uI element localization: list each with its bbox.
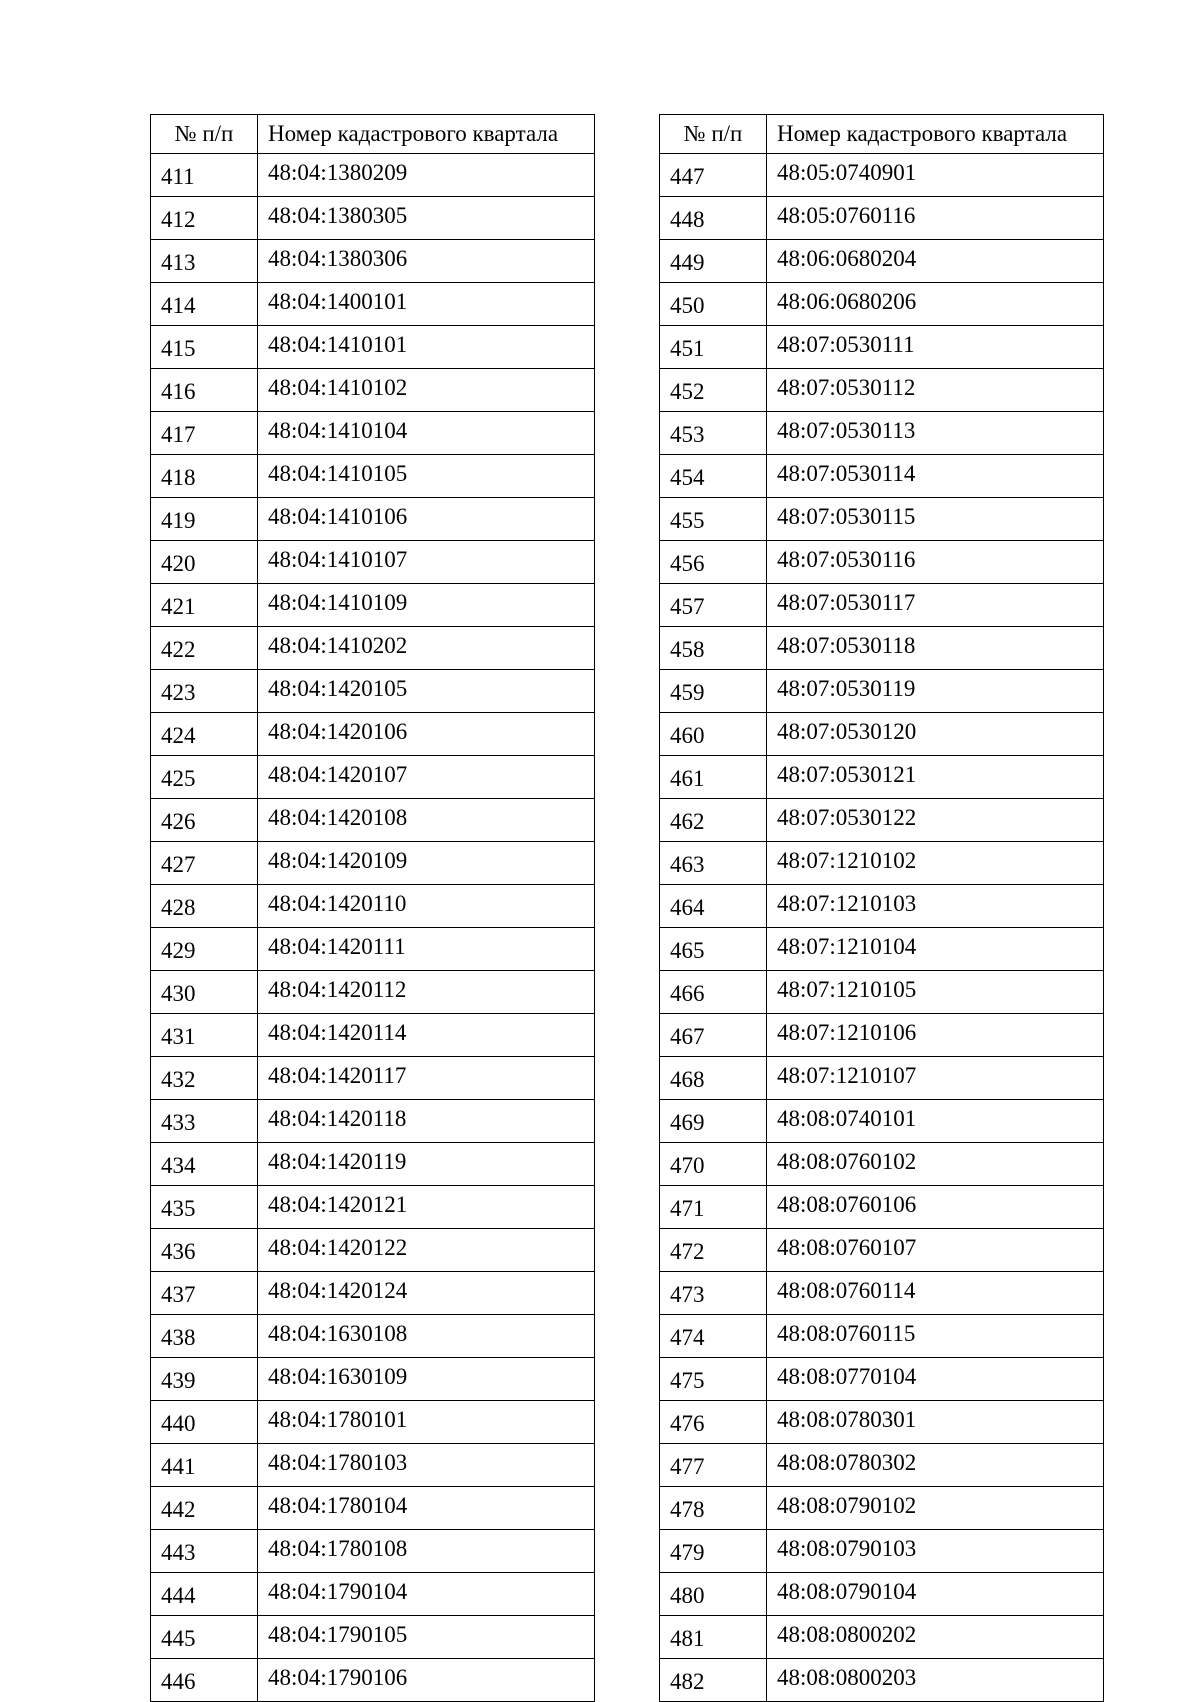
row-number: 469 xyxy=(660,1100,767,1143)
cadastral-quarter-number: 48:04:1780103 xyxy=(258,1444,595,1487)
cadastral-quarter-number: 48:04:1420112 xyxy=(258,971,595,1014)
table-row xyxy=(151,1143,595,1186)
cadastral-quarter-number: 48:04:1630109 xyxy=(258,1358,595,1401)
table-row xyxy=(660,1186,1104,1229)
cadastral-quarter-number: 48:04:1790105 xyxy=(258,1616,595,1659)
row-number: 439 xyxy=(151,1358,258,1401)
header-cadastral-quarter: Номер кадастрового квартала xyxy=(258,115,595,154)
table-row xyxy=(151,412,595,455)
cadastral-quarter-number: 48:04:1780101 xyxy=(258,1401,595,1444)
row-number: 464 xyxy=(660,885,767,928)
row-number: 473 xyxy=(660,1272,767,1315)
cadastral-quarter-number: 48:04:1400101 xyxy=(258,283,595,326)
table-row xyxy=(660,455,1104,498)
table-row xyxy=(151,1358,595,1401)
row-number: 460 xyxy=(660,713,767,756)
cadastral-quarter-number: 48:04:1420117 xyxy=(258,1057,595,1100)
cadastral-quarter-number: 48:08:0740101 xyxy=(767,1100,1104,1143)
row-number: 461 xyxy=(660,756,767,799)
table-row xyxy=(151,283,595,326)
table-row xyxy=(660,1487,1104,1530)
row-number: 475 xyxy=(660,1358,767,1401)
cadastral-quarter-number: 48:04:1380306 xyxy=(258,240,595,283)
row-number: 442 xyxy=(151,1487,258,1530)
header-number: № п/п xyxy=(660,115,767,154)
row-number: 412 xyxy=(151,197,258,240)
row-number: 414 xyxy=(151,283,258,326)
cadastral-quarter-number: 48:04:1790106 xyxy=(258,1659,595,1702)
cadastral-quarter-number: 48:04:1420111 xyxy=(258,928,595,971)
row-number: 471 xyxy=(660,1186,767,1229)
cadastral-quarter-number: 48:04:1410101 xyxy=(258,326,595,369)
row-number: 423 xyxy=(151,670,258,713)
table-row xyxy=(660,1401,1104,1444)
cadastral-quarter-number: 48:04:1410202 xyxy=(258,627,595,670)
table-row xyxy=(660,1573,1104,1616)
table-row xyxy=(660,240,1104,283)
cadastral-quarter-number: 48:04:1410107 xyxy=(258,541,595,584)
row-number: 466 xyxy=(660,971,767,1014)
cadastral-quarter-number: 48:04:1420114 xyxy=(258,1014,595,1057)
row-number: 432 xyxy=(151,1057,258,1100)
row-number: 424 xyxy=(151,713,258,756)
table-row xyxy=(660,1143,1104,1186)
row-number: 481 xyxy=(660,1616,767,1659)
row-number: 446 xyxy=(151,1659,258,1702)
cadastral-quarter-number: 48:07:0530112 xyxy=(767,369,1104,412)
table-row xyxy=(660,1014,1104,1057)
table-row xyxy=(151,240,595,283)
cadastral-quarter-number: 48:04:1410109 xyxy=(258,584,595,627)
table-row xyxy=(660,971,1104,1014)
cadastral-quarter-number: 48:08:0780301 xyxy=(767,1401,1104,1444)
table-row xyxy=(151,1014,595,1057)
row-number: 419 xyxy=(151,498,258,541)
row-number: 449 xyxy=(660,240,767,283)
row-number: 474 xyxy=(660,1315,767,1358)
header-cadastral-quarter: Номер кадастрового квартала xyxy=(767,115,1104,154)
table-row xyxy=(660,584,1104,627)
row-number: 430 xyxy=(151,971,258,1014)
row-number: 450 xyxy=(660,283,767,326)
table-row xyxy=(660,1358,1104,1401)
cadastral-quarter-number: 48:08:0760107 xyxy=(767,1229,1104,1272)
cadastral-quarter-number: 48:07:1210106 xyxy=(767,1014,1104,1057)
table-row xyxy=(151,885,595,928)
table-row xyxy=(660,713,1104,756)
cadastral-quarter-number: 48:04:1420122 xyxy=(258,1229,595,1272)
cadastral-quarter-number: 48:07:1210104 xyxy=(767,928,1104,971)
table-row xyxy=(660,842,1104,885)
cadastral-quarter-number: 48:07:1210107 xyxy=(767,1057,1104,1100)
row-number: 457 xyxy=(660,584,767,627)
table-row xyxy=(151,756,595,799)
table-row xyxy=(151,1487,595,1530)
row-number: 470 xyxy=(660,1143,767,1186)
row-number: 437 xyxy=(151,1272,258,1315)
cadastral-quarter-number: 48:08:0780302 xyxy=(767,1444,1104,1487)
row-number: 459 xyxy=(660,670,767,713)
table-row xyxy=(660,326,1104,369)
table-row xyxy=(151,971,595,1014)
table-row xyxy=(151,154,595,197)
row-number: 472 xyxy=(660,1229,767,1272)
cadastral-quarter-number: 48:04:1420124 xyxy=(258,1272,595,1315)
row-number: 478 xyxy=(660,1487,767,1530)
table-row xyxy=(151,627,595,670)
cadastral-quarter-number: 48:04:1420118 xyxy=(258,1100,595,1143)
table-row xyxy=(660,627,1104,670)
row-number: 421 xyxy=(151,584,258,627)
cadastral-quarter-number: 48:07:0530122 xyxy=(767,799,1104,842)
table-header-row xyxy=(151,115,595,154)
cadastral-quarter-number: 48:06:0680204 xyxy=(767,240,1104,283)
table-row xyxy=(660,1315,1104,1358)
table-row xyxy=(660,670,1104,713)
row-number: 440 xyxy=(151,1401,258,1444)
row-number: 467 xyxy=(660,1014,767,1057)
cadastral-quarter-number: 48:07:0530116 xyxy=(767,541,1104,584)
table-row xyxy=(151,197,595,240)
row-number: 413 xyxy=(151,240,258,283)
row-number: 458 xyxy=(660,627,767,670)
table-row xyxy=(151,799,595,842)
table-row xyxy=(660,498,1104,541)
row-number: 428 xyxy=(151,885,258,928)
cadastral-quarter-number: 48:05:0740901 xyxy=(767,154,1104,197)
row-number: 441 xyxy=(151,1444,258,1487)
row-number: 438 xyxy=(151,1315,258,1358)
row-number: 416 xyxy=(151,369,258,412)
cadastral-quarter-number: 48:08:0760102 xyxy=(767,1143,1104,1186)
cadastral-quarter-number: 48:07:1210103 xyxy=(767,885,1104,928)
cadastral-quarter-number: 48:04:1410104 xyxy=(258,412,595,455)
cadastral-quarter-number: 48:06:0680206 xyxy=(767,283,1104,326)
cadastral-quarter-number: 48:04:1420106 xyxy=(258,713,595,756)
table-row xyxy=(151,928,595,971)
table-row xyxy=(151,1444,595,1487)
row-number: 425 xyxy=(151,756,258,799)
row-number: 433 xyxy=(151,1100,258,1143)
table-body xyxy=(660,154,1104,1702)
table-row xyxy=(660,1444,1104,1487)
row-number: 455 xyxy=(660,498,767,541)
cadastral-quarter-number: 48:04:1630108 xyxy=(258,1315,595,1358)
table-row xyxy=(660,369,1104,412)
table-row xyxy=(151,584,595,627)
table-row xyxy=(151,326,595,369)
row-number: 456 xyxy=(660,541,767,584)
row-number: 463 xyxy=(660,842,767,885)
cadastral-quarter-number: 48:04:1410105 xyxy=(258,455,595,498)
cadastral-quarter-number: 48:04:1780104 xyxy=(258,1487,595,1530)
cadastral-quarter-number: 48:08:0800203 xyxy=(767,1659,1104,1702)
row-number: 465 xyxy=(660,928,767,971)
table-row xyxy=(660,885,1104,928)
row-number: 436 xyxy=(151,1229,258,1272)
table-row xyxy=(660,1057,1104,1100)
table-row xyxy=(151,541,595,584)
row-number: 482 xyxy=(660,1659,767,1702)
table-row xyxy=(151,1530,595,1573)
table-row xyxy=(151,670,595,713)
table-row xyxy=(151,1100,595,1143)
table-row xyxy=(151,1229,595,1272)
cadastral-quarter-number: 48:04:1380209 xyxy=(258,154,595,197)
row-number: 477 xyxy=(660,1444,767,1487)
row-number: 448 xyxy=(660,197,767,240)
row-number: 435 xyxy=(151,1186,258,1229)
cadastral-quarter-number: 48:07:0530121 xyxy=(767,756,1104,799)
cadastral-quarter-number: 48:04:1380305 xyxy=(258,197,595,240)
table-row xyxy=(660,756,1104,799)
table-row xyxy=(151,1616,595,1659)
table-row xyxy=(151,1315,595,1358)
cadastral-quarter-number: 48:04:1420107 xyxy=(258,756,595,799)
table-body xyxy=(151,154,595,1702)
table-row xyxy=(660,1530,1104,1573)
table-row xyxy=(660,412,1104,455)
cadastral-table-right xyxy=(659,114,1104,1702)
table-row xyxy=(151,1057,595,1100)
row-number: 479 xyxy=(660,1530,767,1573)
row-number: 411 xyxy=(151,154,258,197)
row-number: 468 xyxy=(660,1057,767,1100)
cadastral-quarter-number: 48:07:0530111 xyxy=(767,326,1104,369)
row-number: 447 xyxy=(660,154,767,197)
cadastral-quarter-number: 48:04:1420121 xyxy=(258,1186,595,1229)
cadastral-quarter-number: 48:04:1790104 xyxy=(258,1573,595,1616)
table-row xyxy=(660,1100,1104,1143)
table-row xyxy=(660,283,1104,326)
table-row xyxy=(151,1272,595,1315)
cadastral-quarter-number: 48:04:1780108 xyxy=(258,1530,595,1573)
cadastral-quarter-number: 48:08:0760106 xyxy=(767,1186,1104,1229)
table-row xyxy=(151,1659,595,1702)
row-number: 453 xyxy=(660,412,767,455)
table-row xyxy=(151,498,595,541)
cadastral-quarter-number: 48:04:1420119 xyxy=(258,1143,595,1186)
cadastral-quarter-number: 48:08:0790102 xyxy=(767,1487,1104,1530)
row-number: 434 xyxy=(151,1143,258,1186)
cadastral-quarter-number: 48:04:1420105 xyxy=(258,670,595,713)
table-row xyxy=(660,799,1104,842)
row-number: 451 xyxy=(660,326,767,369)
row-number: 452 xyxy=(660,369,767,412)
cadastral-quarter-number: 48:07:0530117 xyxy=(767,584,1104,627)
cadastral-quarter-number: 48:08:0790104 xyxy=(767,1573,1104,1616)
cadastral-quarter-number: 48:04:1420109 xyxy=(258,842,595,885)
table-row xyxy=(151,842,595,885)
cadastral-quarter-number: 48:04:1420108 xyxy=(258,799,595,842)
cadastral-quarter-number: 48:07:1210102 xyxy=(767,842,1104,885)
table-row xyxy=(660,154,1104,197)
row-number: 443 xyxy=(151,1530,258,1573)
row-number: 462 xyxy=(660,799,767,842)
row-number: 422 xyxy=(151,627,258,670)
table-row xyxy=(660,1229,1104,1272)
row-number: 420 xyxy=(151,541,258,584)
table-header-row xyxy=(660,115,1104,154)
cadastral-quarter-number: 48:07:0530120 xyxy=(767,713,1104,756)
cadastral-quarter-number: 48:08:0800202 xyxy=(767,1616,1104,1659)
table-row xyxy=(151,713,595,756)
row-number: 480 xyxy=(660,1573,767,1616)
row-number: 454 xyxy=(660,455,767,498)
table-row xyxy=(151,455,595,498)
cadastral-quarter-number: 48:04:1410106 xyxy=(258,498,595,541)
cadastral-quarter-number: 48:08:0760114 xyxy=(767,1272,1104,1315)
cadastral-quarter-number: 48:07:0530118 xyxy=(767,627,1104,670)
header-number: № п/п xyxy=(151,115,258,154)
cadastral-quarter-number: 48:07:0530114 xyxy=(767,455,1104,498)
cadastral-quarter-number: 48:07:1210105 xyxy=(767,971,1104,1014)
table-row xyxy=(151,1186,595,1229)
row-number: 445 xyxy=(151,1616,258,1659)
row-number: 476 xyxy=(660,1401,767,1444)
table-row xyxy=(151,369,595,412)
cadastral-quarter-number: 48:07:0530115 xyxy=(767,498,1104,541)
table-row xyxy=(660,1616,1104,1659)
cadastral-quarter-number: 48:08:0790103 xyxy=(767,1530,1104,1573)
table-row xyxy=(660,1272,1104,1315)
table-row xyxy=(660,1659,1104,1702)
cadastral-quarter-number: 48:05:0760116 xyxy=(767,197,1104,240)
row-number: 427 xyxy=(151,842,258,885)
table-row xyxy=(151,1573,595,1616)
cadastral-quarter-number: 48:07:0530113 xyxy=(767,412,1104,455)
row-number: 444 xyxy=(151,1573,258,1616)
table-row xyxy=(660,541,1104,584)
cadastral-quarter-number: 48:08:0760115 xyxy=(767,1315,1104,1358)
row-number: 429 xyxy=(151,928,258,971)
row-number: 415 xyxy=(151,326,258,369)
table-row xyxy=(151,1401,595,1444)
table-row xyxy=(660,928,1104,971)
row-number: 426 xyxy=(151,799,258,842)
row-number: 431 xyxy=(151,1014,258,1057)
cadastral-quarter-number: 48:07:0530119 xyxy=(767,670,1104,713)
table-row xyxy=(660,197,1104,240)
row-number: 418 xyxy=(151,455,258,498)
cadastral-quarter-number: 48:04:1420110 xyxy=(258,885,595,928)
cadastral-table-left xyxy=(150,114,595,1702)
cadastral-quarter-number: 48:08:0770104 xyxy=(767,1358,1104,1401)
row-number: 417 xyxy=(151,412,258,455)
cadastral-quarter-number: 48:04:1410102 xyxy=(258,369,595,412)
